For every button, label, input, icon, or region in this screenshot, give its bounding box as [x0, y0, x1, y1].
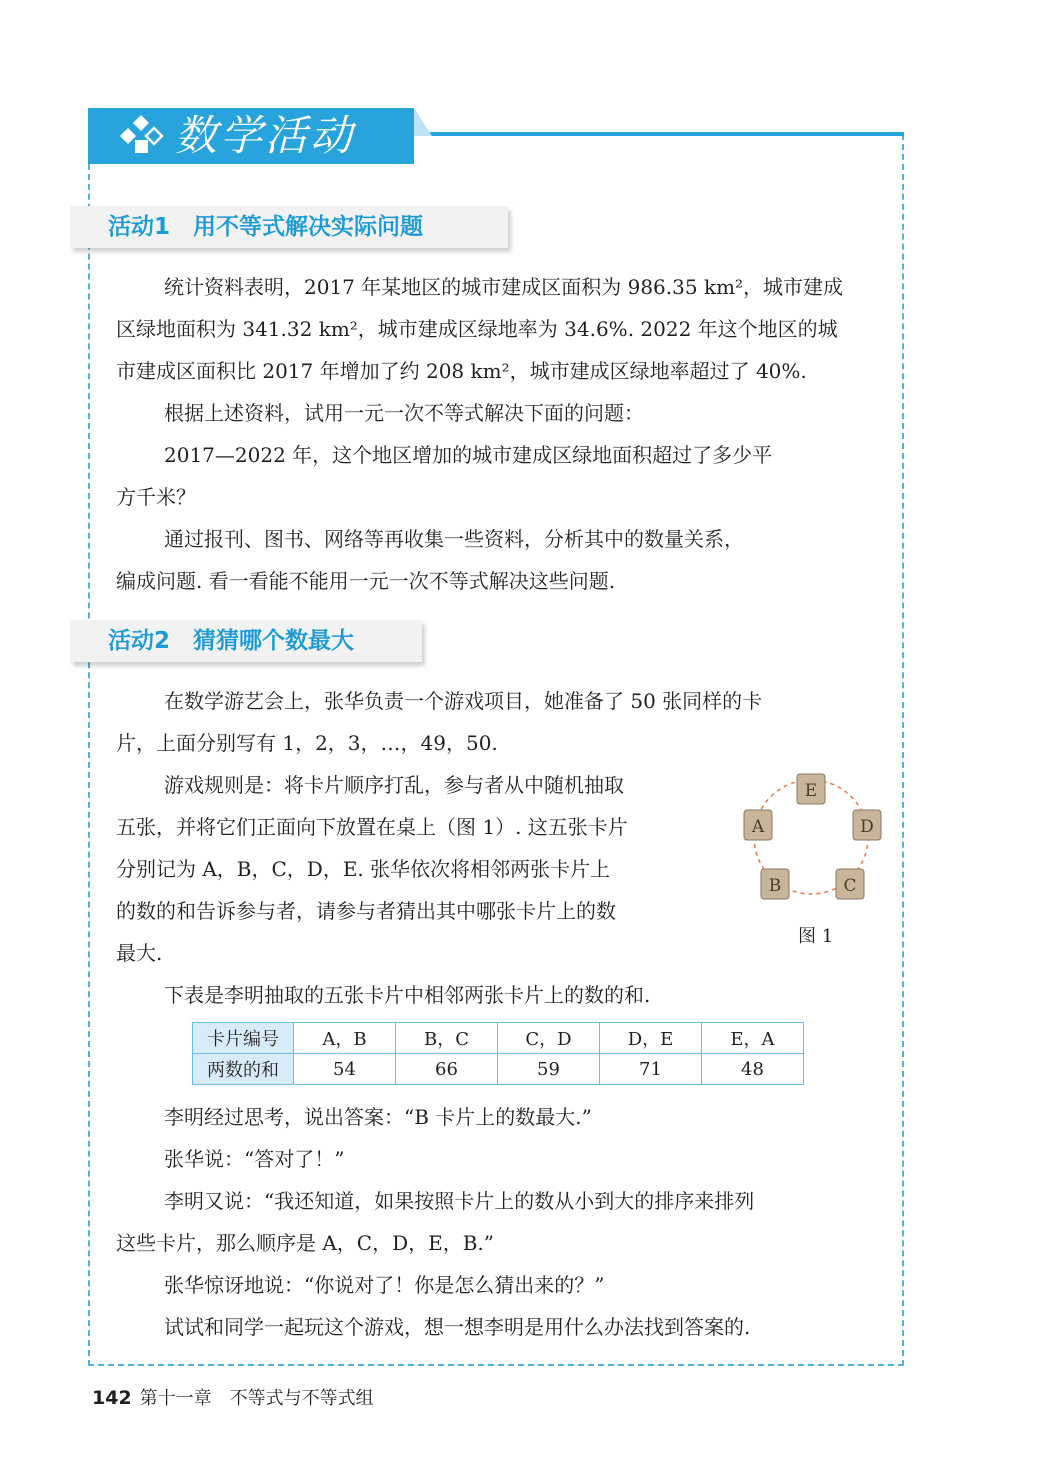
activity2-heading: 活动2 猜猜哪个数最大	[70, 620, 422, 662]
paragraph-line: 在数学游艺会上，张华负责一个游戏项目，她准备了 50 张同样的卡	[164, 689, 763, 713]
paragraph-line: 游戏规则是：将卡片顺序打乱，参与者从中随机抽取	[164, 773, 624, 797]
card-label: C	[843, 876, 857, 896]
paragraph-line: 方千米？	[116, 485, 196, 509]
table-cell: C，D	[498, 1023, 600, 1054]
paragraph-line: 最大.	[116, 941, 163, 965]
card-label: B	[768, 876, 782, 896]
page-number: 142	[92, 1387, 132, 1409]
table-cell: D，E	[600, 1023, 702, 1054]
paragraph-line: 这些卡片，那么顺序是 A，C，D，E，B.”	[116, 1231, 495, 1255]
paragraph-line: 李明经过思考，说出答案：“B 卡片上的数最大.”	[164, 1105, 592, 1129]
table-row	[193, 1054, 804, 1085]
sums-table	[192, 1022, 804, 1085]
card-D	[853, 810, 881, 840]
paragraph-line: 市建成区面积比 2017 年增加了约 208 km²，城市建成区绿地率超过了 40%.	[116, 359, 807, 383]
paragraph-line: 编成问题. 看一看能不能用一元一次不等式解决这些问题.	[116, 569, 616, 593]
table-cell: 48	[702, 1054, 804, 1085]
table-header-cell: 卡片编号	[193, 1023, 294, 1054]
card-A	[744, 810, 772, 840]
paragraph-line: 片，上面分别写有 1，2，3，…，49，50.	[116, 731, 498, 755]
card-E	[797, 774, 825, 804]
card-label: D	[860, 817, 874, 837]
table-row	[193, 1023, 804, 1054]
table-cell: A，B	[294, 1023, 396, 1054]
card-C	[836, 869, 864, 899]
table-cell: 54	[294, 1054, 396, 1085]
paragraph-line: 2017—2022 年，这个地区增加的城市建成区绿地面积超过了多少平	[164, 443, 773, 467]
paragraph-line: 张华惊讶地说：“你说对了！你是怎么猜出来的？”	[164, 1273, 605, 1297]
table-header-cell: 两数的和	[193, 1054, 294, 1085]
paragraph-line: 的数的和告诉参与者，请参与者猜出其中哪张卡片上的数	[116, 899, 616, 923]
activity1-heading: 活动1 用不等式解决实际问题	[70, 206, 508, 248]
figure-caption: 图 1	[798, 926, 834, 947]
chapter-title: 第十一章 不等式与不等式组	[139, 1388, 374, 1409]
paragraph-line: 下表是李明抽取的五张卡片中相邻两张卡片上的数的和.	[164, 983, 651, 1007]
paragraph-line: 统计资料表明，2017 年某地区的城市建成区面积为 986.35 km²，城市建成	[164, 275, 844, 299]
card-circle-figure	[738, 770, 888, 910]
diamond-cluster-icon	[118, 113, 164, 159]
card-label: A	[751, 817, 765, 837]
banner-tab	[414, 108, 432, 136]
table-cell: 66	[396, 1054, 498, 1085]
table-cell: B，C	[396, 1023, 498, 1054]
page-footer	[92, 1384, 374, 1410]
card-label: E	[804, 781, 818, 801]
paragraph-line: 李明又说：“我还知道，如果按照卡片上的数从小到大的排序来排列	[164, 1189, 755, 1213]
paragraph-line: 根据上述资料，试用一元一次不等式解决下面的问题：	[164, 401, 644, 425]
table-cell: E，A	[702, 1023, 804, 1054]
card-B	[761, 869, 789, 899]
paragraph-line: 试试和同学一起玩这个游戏，想一想李明是用什么办法找到答案的.	[164, 1315, 751, 1339]
paragraph-line: 通过报刊、图书、网络等再收集一些资料，分析其中的数量关系，	[164, 527, 744, 551]
paragraph-line: 分别记为 A，B，C，D，E. 张华依次将相邻两张卡片上	[116, 857, 611, 881]
table-cell: 71	[600, 1054, 702, 1085]
paragraph-line: 张华说：“答对了！”	[164, 1147, 345, 1171]
paragraph-line: 五张，并将它们正面向下放置在桌上（图 1）. 这五张卡片	[116, 815, 628, 839]
section-title: 数学活动	[175, 111, 356, 160]
paragraph-line: 区绿地面积为 341.32 km²，城市建成区绿地率为 34.6%. 2022 年这个地区的城	[116, 317, 838, 341]
table-cell: 59	[498, 1054, 600, 1085]
